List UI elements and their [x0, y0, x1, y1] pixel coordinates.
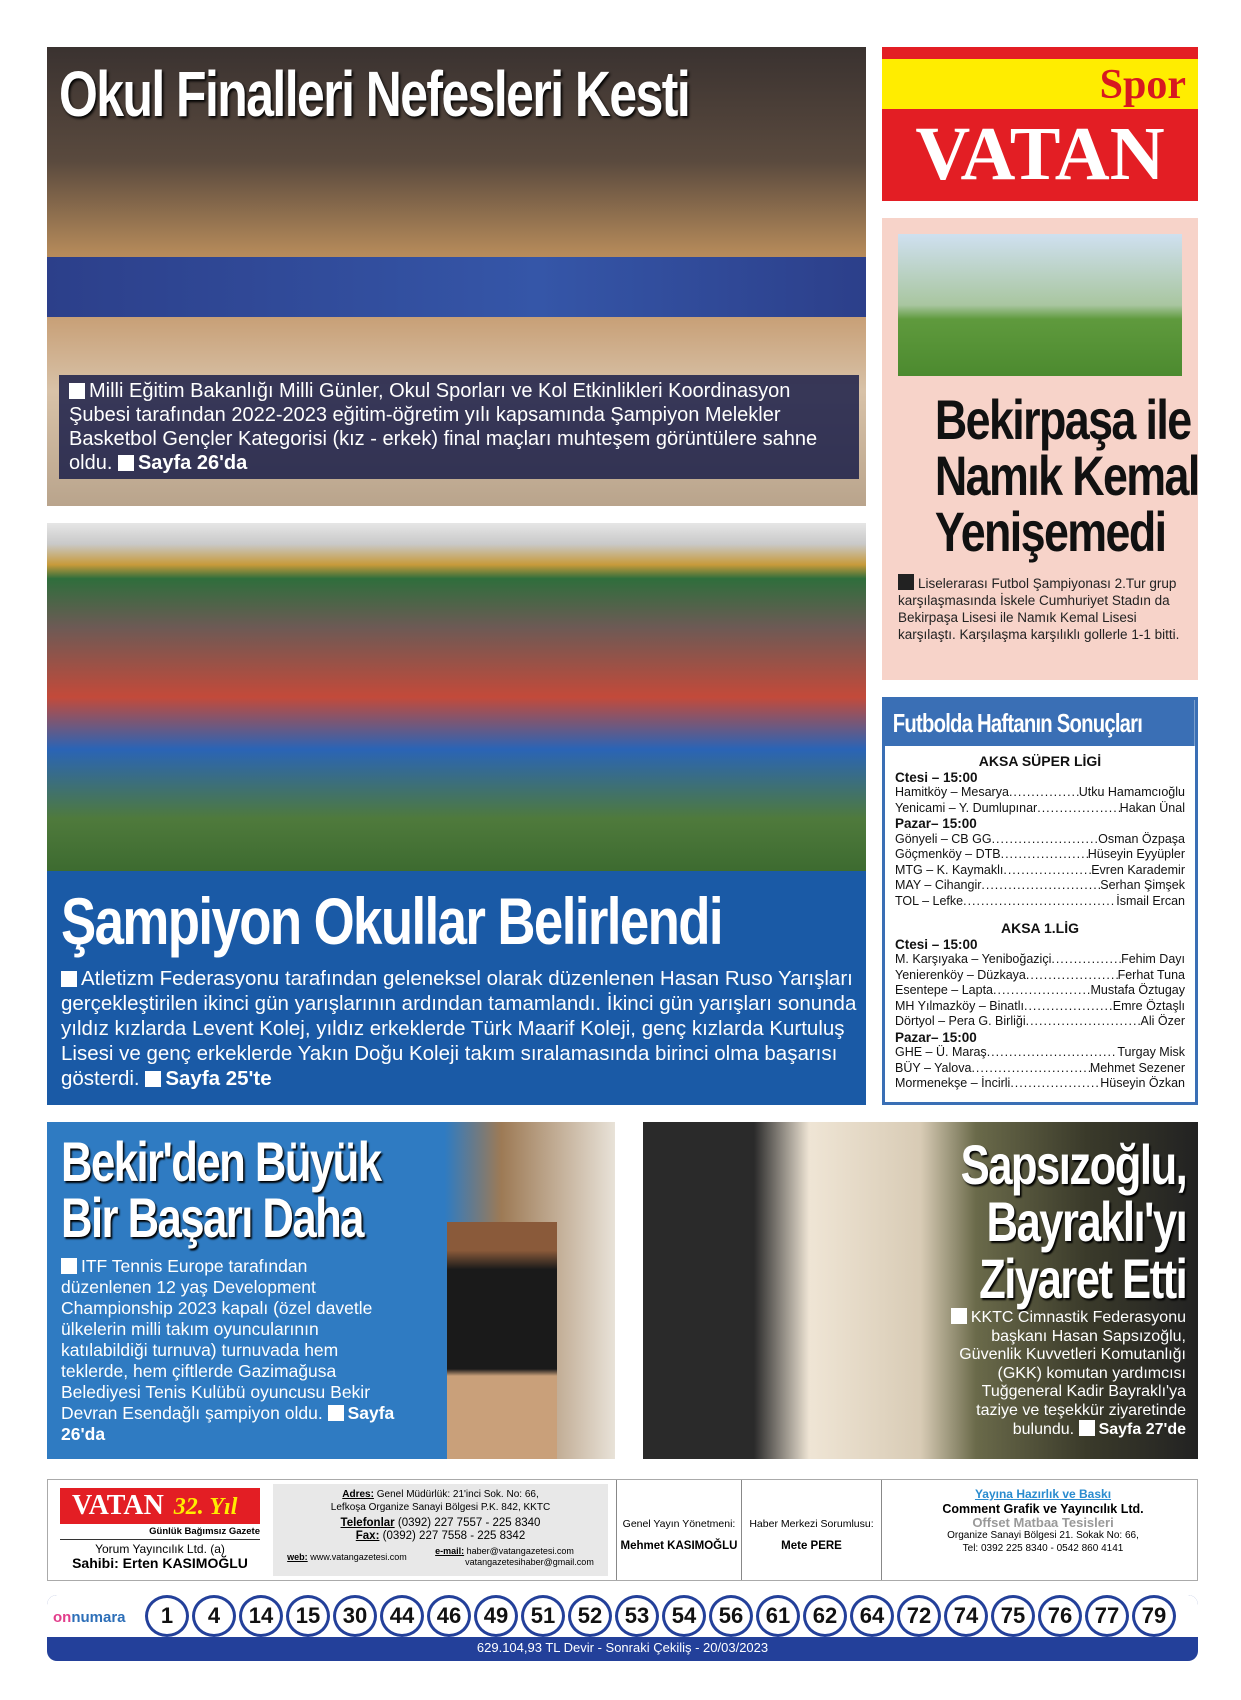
lottery-ball: 61 [756, 1595, 800, 1637]
match-row [895, 1045, 1185, 1061]
bullet-square-icon [145, 1071, 161, 1087]
lottery-ball: 30 [333, 1595, 377, 1637]
match-row [895, 1061, 1185, 1077]
lottery-ball: 44 [380, 1595, 424, 1637]
mid-story-body: Atletizm Federasyonu tarafından geleneksel olarak düzenlenen Hasan Ruso Yarışları gerçekleştirilen ikinci gün yarışlarının ardından tamamlandı. İkinci gün yarışları sonunda yıldız kızlarda Levent Kolej, yıldız erkeklerde Türk Maarif Koleji, genç kızlarda Kurtuluş Lisesi ve genç erkeklerde Yakın Doğu Koleji takım sıralamasında birinci olma başarısı gösterdi. [61, 967, 857, 1090]
lottery-ball: 15 [286, 1595, 330, 1637]
match-teams: Dörtyol – Pera G. Birliği [895, 1014, 1026, 1028]
side-story [882, 218, 1198, 680]
sap-headline: Sapsızoğlu, Bayraklı'yı Ziyaret Etti [960, 1133, 1186, 1310]
match-day: Ctesi – 15:00 [895, 936, 978, 952]
photo-basketball [47, 257, 866, 317]
match-teams: BÜY – Yalova [895, 1060, 972, 1075]
match-referee: Turgay Misk [1117, 1045, 1185, 1059]
side-story-body: Liselerarası Futbol Şampiyonası 2.Tur grup karşılaşmasında İskele Cumhuriyet Stadın da Bekirpaşa Lisesi ile Namık Kemal Lisesi karşılaştı. Karşılaşma karşılıklı gollerle 1-1 bitti. [898, 576, 1180, 642]
bullet-square-icon [61, 971, 77, 987]
top-story [47, 47, 866, 506]
match-teams: Gönyeli – CB GG [895, 831, 992, 846]
mid-story [47, 523, 866, 1105]
lottery-ball: 4 [192, 1595, 236, 1637]
match-teams: Yenierenköy – Düzkaya [895, 967, 1026, 982]
web-link[interactable]: www.vatangazetesi.com [310, 1552, 407, 1562]
match-referee: Evren Karademir [1091, 862, 1185, 877]
bullet-square-icon [118, 455, 134, 471]
lottery-ball: 51 [521, 1595, 565, 1637]
bullet-square-icon [69, 383, 85, 399]
imprint-footer: VATAN 32. Yıl Günlük Bağımsız Gazete Yorum Yayıncılık Ltd. (a) Sahibi: Erten KASIMOĞLU Adres: Genel Müdürlük: 21'inci Sok. No: 66, Lefkoşa Organize Sanayi Bölgesi P.K. 842, KKTC Telefonlar (0392) 227 7557 - 225 8340 Fax: (0392) 227 7558 - 225 8342 web: www.vatangazetesi.com e-mail: haber@vatangazetesi.com vatangazetesihaber@gmail.com Genel Yayın Yönetmeni: Mehmet KASIMOĞLU Haber Merkezi Sorumlusu: Mete PERE Yayına Hazırlık ve Baskı Comment Grafik ve Yayıncılık Ltd. Offset Matbaa Tesisleri Organize Sanayi Bölgesi 21. Sokak No: 66, Tel: 0392 225 8340 - 0542 860 4141 [47, 1479, 1198, 1581]
match-row [895, 863, 1185, 879]
bullet-square-icon [61, 1258, 77, 1274]
lottery-ball: 56 [709, 1595, 753, 1637]
bullet-square-icon [328, 1405, 344, 1421]
match-teams: MTG – K. Kaymaklı [895, 862, 1004, 877]
bekir-story: Bekir'den Büyük Bir Başarı Daha ITF Tennis Europe tarafından düzenlenen 12 yaş Development Championship 2023 kapalı (özel davetle ülkelerin milli takım oyuncularının katılabildiği turnuva) turnuvada hem teklerde, hem çiftlerde Gazimağusa Belediyesi Tenis Kulübü oyuncusu Bekir Devran Esendağlı şampiyon oldu. Sayfa 26'da [47, 1122, 615, 1459]
match-referee: Mustafa Öztugay [1090, 983, 1185, 997]
lottery-ball: 54 [662, 1595, 706, 1637]
photo-tennis-player [447, 1222, 557, 1459]
match-teams: M. Karşıyaka – Yeniboğaziçi [895, 952, 1052, 966]
lottery-ball: 62 [803, 1595, 847, 1637]
match-row [895, 999, 1185, 1015]
lottery-ball: 76 [1038, 1595, 1082, 1637]
match-row [895, 1014, 1185, 1030]
side-story-headline: Bekirpaşa ile Namık Kemal Yenişemedi [934, 388, 1199, 563]
match-day: Pazar– 15:00 [895, 816, 977, 831]
lottery-ball: 74 [944, 1595, 988, 1637]
match-teams: Mormenekşe – İncirli [895, 1076, 1011, 1090]
sapsizoglu-story: Sapsızoğlu, Bayraklı'yı Ziyaret Etti KKTC Cimnastik Federasyonu başkanı Hasan Sapsızoğlu, Güvenlik Kuvvetleri Komutanlığı (GKK) komutan yardımcısı Tuğgeneral Kadir Bayraklı'ya taziye ve teşekkür ziyaretinde bulundu. Sayfa 27'de [643, 1122, 1198, 1459]
results-box [882, 697, 1198, 1105]
match-referee: Utku Hamamcıoğlu [1078, 785, 1185, 799]
match-row [895, 1076, 1185, 1092]
page-ref: Sayfa 26'da [137, 452, 248, 474]
match-teams: GHE – Ü. Maraş [895, 1045, 987, 1059]
on-numara-logo: onnumara [53, 1609, 126, 1626]
jackpot-info: 629.104,93 TL Devir - Sonraki Çekiliş - 20/03/2023 [476, 1640, 769, 1655]
match-row [895, 878, 1185, 894]
contact-info: Adres: Genel Müdürlük: 21'inci Sok. No: 66, Lefkoşa Organize Sanayi Bölgesi P.K. 842, KKTC Telefonlar (0392) 227 7557 - 225 8340 Fax: (0392) 227 7558 - 225 8342 web: www.vatangazetesi.com e-mail: haber@vatangazetesi.com vatangazetesihaber@gmail.com [273, 1484, 608, 1576]
match-teams: Esentepe – Lapta [895, 983, 993, 997]
email-link[interactable]: haber@vatangazetesi.com [466, 1546, 574, 1556]
match-referee: Osman Özpaşa [1098, 831, 1185, 846]
match-teams: Göçmenköy – DTB [895, 847, 1001, 861]
match-referee: Ali Özer [1140, 1014, 1185, 1028]
top-story-headline: Okul Finalleri Nefesleri Kesti [59, 58, 690, 130]
lottery-ball: 52 [568, 1595, 612, 1637]
league-title: AKSA SÜPER LİGİ [978, 753, 1102, 769]
page-ref: Sayfa 25'te [165, 1067, 272, 1090]
match-referee: Hüseyin Eyyüpler [1087, 847, 1185, 861]
match-row [895, 801, 1185, 817]
match-row [895, 785, 1185, 801]
match-row [895, 894, 1185, 910]
match-row [895, 983, 1185, 999]
lottery-ball: 53 [615, 1595, 659, 1637]
mid-story-headline: Şampiyon Okullar Belirlendi [61, 884, 722, 958]
bekir-headline: Bekir'den Büyük Bir Başarı Daha [61, 1130, 381, 1249]
results-title: Futbolda Haftanın Sonuçları [885, 700, 1195, 746]
match-referee: Emre Öztaşlı [1112, 998, 1185, 1013]
bullet-square-icon [1079, 1420, 1095, 1436]
spor-vatan-logo: Spor VATAN [882, 47, 1198, 201]
match-teams: TOL – Lefke [895, 893, 964, 908]
top-story-caption: Milli Eğitim Bakanlığı Milli Günler, Okul Sporları ve Kol Etkinlikleri Koordinasyon Şubesi tarafından 2022-2023 eğitim-öğretim yılı kapsamında Şampiyon Melekler Basketbol Gençler Kategorisi (kız - erkek) final maçları muhteşem görüntülere sahne oldu. Sayfa 26'da [59, 375, 859, 479]
lottery-ball: 14 [239, 1595, 283, 1637]
email-link[interactable]: vatangazetesihaber@gmail.com [465, 1557, 594, 1567]
lottery-ball: 75 [991, 1595, 1035, 1637]
match-referee: Mehmet Sezener [1089, 1060, 1185, 1075]
lottery-ball: 72 [897, 1595, 941, 1637]
match-referee: Ferhat Tuna [1117, 967, 1185, 982]
lottery-ball: 64 [850, 1595, 894, 1637]
match-row [895, 968, 1185, 984]
on-numara-lottery [47, 1595, 1198, 1661]
match-day: Ctesi – 15:00 [895, 769, 978, 785]
match-row [895, 952, 1185, 968]
match-referee: Hüseyin Özkan [1100, 1076, 1185, 1090]
photo-team [47, 523, 866, 871]
match-row [895, 847, 1185, 863]
lottery-ball: 49 [474, 1595, 518, 1637]
lottery-ball: 46 [427, 1595, 471, 1637]
match-referee: Hakan Ünal [1119, 800, 1185, 815]
photo-football [898, 234, 1182, 376]
lottery-ball: 79 [1132, 1595, 1176, 1637]
league-title: AKSA 1.LİG [1000, 920, 1080, 936]
match-teams: MH Yılmazköy – Binatlı [895, 998, 1024, 1013]
lottery-ball: 1 [145, 1595, 189, 1637]
match-day: Pazar– 15:00 [895, 1029, 977, 1045]
match-referee: İsmail Ercan [1116, 893, 1185, 908]
bullet-square-icon [898, 574, 914, 590]
bullet-square-icon [951, 1308, 967, 1324]
match-referee: Fehim Dayı [1121, 952, 1185, 966]
match-referee: Serhan Şimşek [1100, 878, 1185, 892]
match-teams: Hamitköy – Mesarya [895, 785, 1009, 799]
lottery-ball: 77 [1085, 1595, 1129, 1637]
match-row [895, 832, 1185, 848]
match-teams: MAY – Cihangir [895, 878, 982, 892]
vatan-footer-logo: VATAN 32. Yıl [60, 1488, 260, 1524]
match-teams: Yenicami – Y. Dumlupınar [895, 800, 1038, 815]
